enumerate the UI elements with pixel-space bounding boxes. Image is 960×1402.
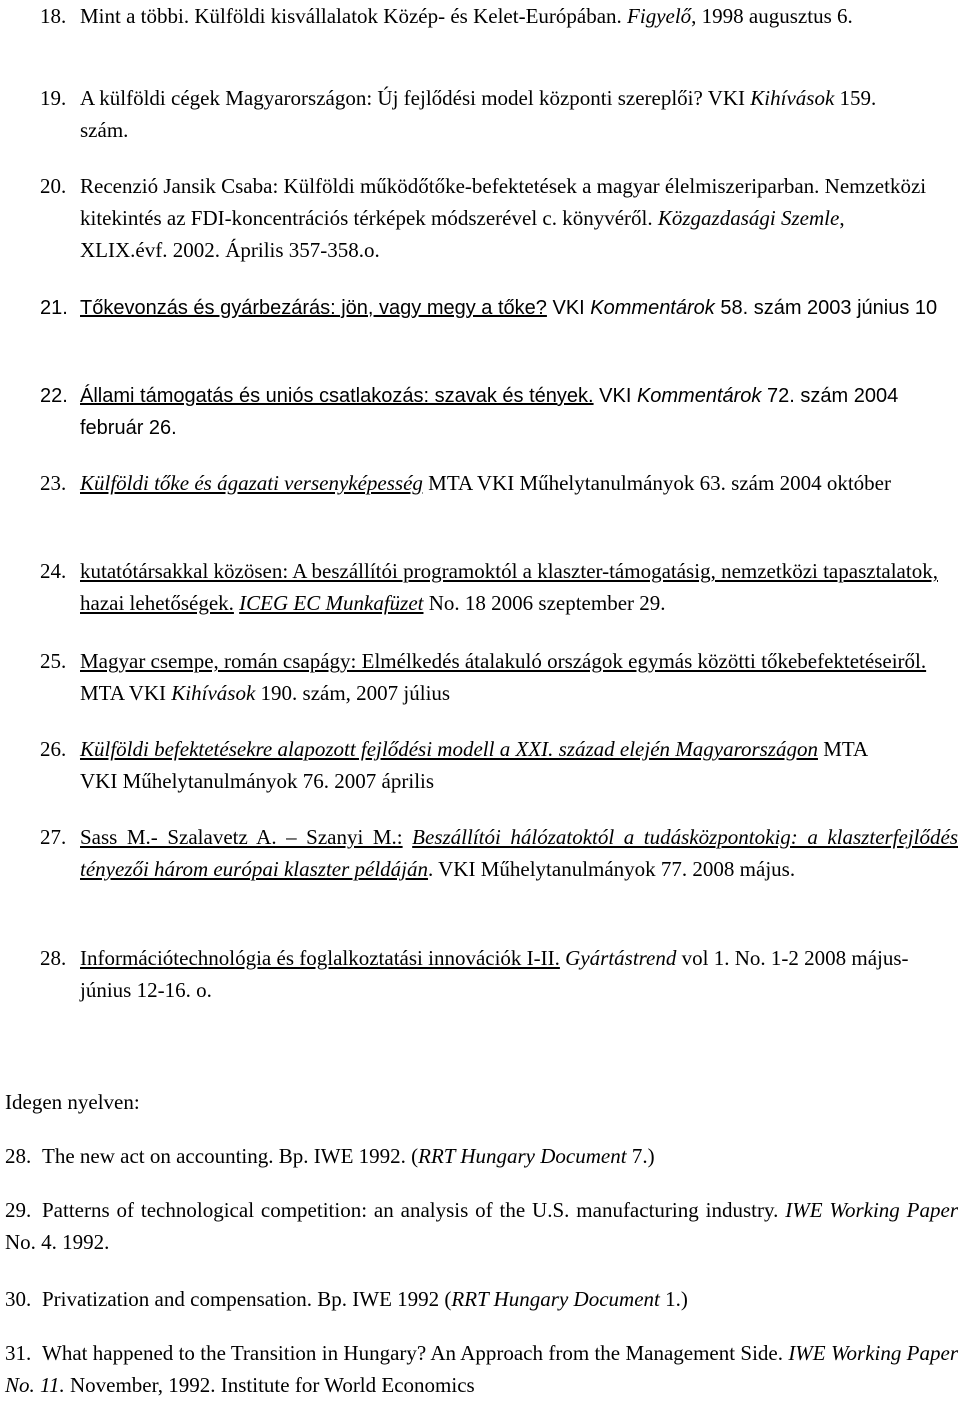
section-heading: Idegen nyelven: bbox=[5, 1090, 140, 1114]
entry-text-run: MTA VKI Műhelytanulmányok 63. szám 2004 október bbox=[422, 471, 891, 495]
entry-text bbox=[5, 1337, 958, 1401]
entry-text bbox=[5, 1140, 955, 1172]
entry-text bbox=[40, 645, 950, 709]
entry-italic-run: Figyelő bbox=[627, 4, 692, 28]
entry-text bbox=[40, 0, 955, 32]
entry-number: 30. bbox=[5, 1287, 32, 1311]
publication-entry-22 bbox=[40, 380, 940, 444]
entry-text bbox=[40, 733, 870, 797]
entry-number: 18. bbox=[40, 4, 67, 28]
entry-text bbox=[40, 292, 940, 324]
publication-entry-21 bbox=[40, 292, 940, 324]
entry-text-run: Recenzió Jansik Csaba: Külföldi működőtőke-befektetések a magyar élelmiszeriparban. Nemzetközi kitekintés az FDI-koncentrációs térképek módszerével c. könyvéről. bbox=[80, 174, 927, 230]
publication-entry-foreign-31 bbox=[5, 1337, 958, 1401]
publication-entry-foreign-29 bbox=[5, 1194, 958, 1258]
entry-italic-run: Beszállítói hálózatoktól a tudásközpontokig: a klaszterfejlődés tényezői három európai klaszter példáján bbox=[80, 825, 958, 881]
entry-text-run: vol 1. No. 1-2 2008 május-június 12-16. o. bbox=[80, 946, 909, 1002]
publication-entry-20 bbox=[40, 170, 935, 266]
entry-text bbox=[40, 467, 955, 499]
entry-number: 21. bbox=[40, 297, 68, 319]
entry-number: 23. bbox=[40, 471, 67, 495]
publication-entry-27 bbox=[40, 821, 958, 885]
publication-entry-26 bbox=[40, 733, 870, 797]
entry-text bbox=[5, 1194, 958, 1258]
entry-italic-run: Gyártástrend bbox=[565, 946, 677, 970]
entry-italic-run: Külföldi befektetésekre alapozott fejlődési modell a XXI. század elején Magyarországon bbox=[80, 737, 818, 761]
publication-entry-25 bbox=[40, 645, 950, 709]
entry-text-run: No. 4. 1992. bbox=[5, 1230, 110, 1254]
entry-italic-run: IWE Working Paper No. 11. bbox=[5, 1341, 958, 1397]
entry-text-run: VKI bbox=[593, 385, 637, 407]
entry-text-run: 1.) bbox=[659, 1287, 688, 1311]
entry-text-run bbox=[403, 825, 413, 849]
publication-entry-19 bbox=[40, 82, 920, 146]
entry-text-run: No. 18 2006 szeptember 29. bbox=[423, 591, 666, 615]
publication-entry-foreign-28 bbox=[5, 1140, 955, 1172]
entry-number: 24. bbox=[40, 559, 67, 583]
entry-number: 20. bbox=[40, 174, 67, 198]
entry-number: 31. bbox=[5, 1341, 32, 1365]
entry-italic-run: Külföldi tőke és ágazati versenyképesség bbox=[80, 471, 423, 495]
entry-text bbox=[40, 555, 955, 619]
entry-number: 19. bbox=[40, 86, 67, 110]
entry-text-run: , 1998 augusztus 6. bbox=[691, 4, 853, 28]
entry-text-run: Patterns of technological competition: an analysis of the U.S. manufacturing industry. bbox=[42, 1198, 786, 1222]
entry-text-run: 72. szám 2004 február 26. bbox=[80, 385, 899, 439]
entry-text-run: Mint a többi. Külföldi kisvállalatok Közép- és Kelet-Európában. bbox=[80, 4, 628, 28]
entry-text-run: 58. szám 2003 június 10 bbox=[714, 297, 938, 319]
entry-text-run: , XLIX.évf. 2002. Április 357-358.o. bbox=[80, 206, 845, 262]
entry-number: 26. bbox=[40, 737, 67, 761]
entry-text bbox=[40, 942, 940, 1006]
publication-entry-foreign-30 bbox=[5, 1283, 955, 1315]
entry-italic-run: Kommentárok bbox=[590, 297, 715, 319]
entry-text-run: kutatótársakkal közösen: A beszállítói programoktól a klaszter-támogatásig, nemzetközi tapasztalatok, hazai lehetőségek. bbox=[80, 559, 938, 615]
entry-text bbox=[40, 380, 940, 444]
entry-text-run: November, 1992. Institute for World Economics bbox=[64, 1373, 475, 1397]
entry-italic-run: RRT Hungary Document bbox=[418, 1144, 627, 1168]
entry-number: 29. bbox=[5, 1198, 32, 1222]
entry-italic-run: Közgazdasági Szemle bbox=[657, 206, 840, 230]
entry-italic-run: RRT Hungary Document bbox=[451, 1287, 660, 1311]
entry-text-run: Információtechnológia és foglalkoztatási innovációk I-II. bbox=[80, 946, 560, 970]
entry-italic-run: ICEG EC Munkafüzet bbox=[239, 591, 424, 615]
entry-text-run: 7.) bbox=[626, 1144, 655, 1168]
publication-entry-18 bbox=[40, 0, 955, 32]
entry-text bbox=[40, 170, 935, 266]
entry-text-run: What happened to the Transition in Hungary? An Approach from the Management Side. bbox=[42, 1341, 789, 1365]
entry-text-run: 159. szám. bbox=[80, 86, 877, 142]
entry-text-run: Tőkevonzás és gyárbezárás: jön, vagy megy a tőke? bbox=[80, 297, 547, 319]
entry-number: 28. bbox=[5, 1144, 32, 1168]
entry-text-run: MTA VKI bbox=[80, 681, 172, 705]
entry-italic-run: IWE Working Paper bbox=[785, 1198, 959, 1222]
entry-number: 25. bbox=[40, 649, 67, 673]
publication-entry-23 bbox=[40, 467, 955, 499]
entry-text-run: The new act on accounting. Bp. IWE 1992. ( bbox=[42, 1144, 419, 1168]
entry-text-run: Sass M.- Szalavetz A. – Szanyi M.: bbox=[80, 825, 403, 849]
entry-text bbox=[5, 1283, 955, 1315]
entry-text bbox=[40, 82, 920, 146]
entry-text-run: 190. szám, 2007 július bbox=[255, 681, 451, 705]
entry-text bbox=[40, 821, 958, 885]
entry-text-run: MTA VKI Műhelytanulmányok 76. 2007 április bbox=[80, 737, 868, 793]
entry-italic-run: Kihívások bbox=[171, 681, 256, 705]
entry-text-run: Magyar csempe, román csapágy: Elmélkedés átalakuló országok egymás közötti tőkebefektetéseiről. bbox=[80, 649, 927, 673]
entry-number: 28. bbox=[40, 946, 67, 970]
entry-text-run: A külföldi cégek Magyarországon: Új fejlődési model központi szereplői? VKI bbox=[80, 86, 751, 110]
entry-text-run: Privatization and compensation. Bp. IWE 1992 ( bbox=[42, 1287, 452, 1311]
entry-text-run: Állami támogatás és uniós csatlakozás: szavak és tények. bbox=[80, 385, 594, 407]
entry-number: 22. bbox=[40, 385, 68, 407]
entry-italic-run: Kommentárok bbox=[636, 385, 762, 407]
publication-entry-28 bbox=[40, 942, 940, 1006]
entry-italic-run: Kihívások bbox=[750, 86, 835, 110]
entry-number: 27. bbox=[40, 825, 67, 849]
publication-entry-24 bbox=[40, 555, 955, 619]
entry-text-run: VKI bbox=[546, 297, 591, 319]
entry-text-run: . VKI Műhelytanulmányok 77. 2008 május. bbox=[428, 857, 796, 881]
